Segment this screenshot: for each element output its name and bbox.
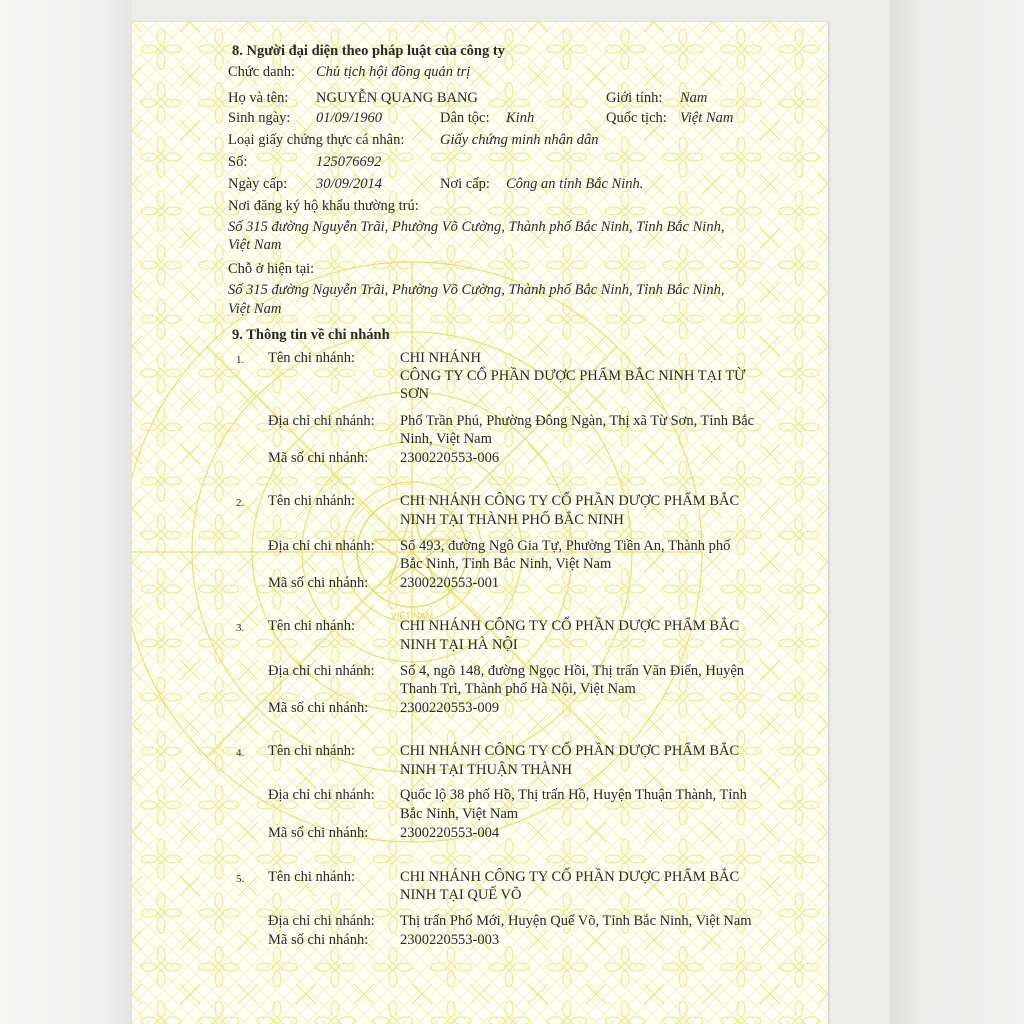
- emblem-text: VIỆT NAM: [390, 611, 434, 621]
- branch-5-code-label: Mã số chi nhánh:: [268, 932, 369, 948]
- name-label: Họ và tên:: [228, 90, 289, 106]
- scan-border-right: [890, 0, 1024, 1024]
- current-address-line-2: Việt Nam: [228, 301, 282, 317]
- branch-4-address-line-1: Quốc lộ 38 phố Hồ, Thị trấn Hồ, Huyện Thuận Thành, Tỉnh: [400, 787, 747, 803]
- branch-2-code: 2300220553-001: [400, 575, 500, 591]
- branch-2-number: 2.: [236, 497, 245, 509]
- branch-3-address-label: Địa chỉ chi nhánh:: [268, 663, 375, 679]
- title-label: Chức danh:: [228, 64, 296, 80]
- branch-5-name-line-2: NINH TẠI QUẾ VÕ: [400, 887, 522, 903]
- ethnic-label: Dân tộc:: [440, 110, 490, 126]
- current-address-label: Chỗ ở hiện tại:: [228, 261, 315, 277]
- branch-1-address-line-2: Ninh, Việt Nam: [400, 431, 492, 447]
- branch-3-number: 3.: [236, 622, 245, 634]
- nationality-value: Việt Nam: [680, 110, 734, 126]
- branch-2-name-line-1: CHI NHÁNH CÔNG TY CỔ PHẦN DƯỢC PHẨM BẮC: [400, 493, 740, 509]
- issue-date-value: 30/09/2014: [316, 176, 383, 192]
- branch-2-address-label: Địa chỉ chi nhánh:: [268, 538, 375, 554]
- branch-1-code-label: Mã số chi nhánh:: [268, 450, 369, 466]
- branch-2-name-line-2: NINH TẠI THÀNH PHỐ BẮC NINH: [400, 512, 624, 528]
- branch-2-address-line-1: Số 493, đường Ngô Gia Tự, Phường Tiền An, Thành phố: [400, 538, 731, 554]
- gender-label: Giới tính:: [606, 90, 663, 106]
- branch-4-name-line-1: CHI NHÁNH CÔNG TY CỔ PHẦN DƯỢC PHẨM BẮC: [400, 743, 740, 759]
- id-number-value: 125076692: [316, 154, 382, 170]
- dob-label: Sinh ngày:: [228, 110, 291, 126]
- branch-1-number: 1.: [236, 354, 245, 366]
- branch-5-name-label: Tên chi nhánh:: [268, 869, 355, 885]
- scan-border-left: [0, 0, 132, 1024]
- title-value: Chủ tịch hội đồng quản trị: [316, 64, 471, 80]
- branch-4-code-label: Mã số chi nhánh:: [268, 825, 369, 841]
- issue-date-label: Ngày cấp:: [228, 176, 288, 192]
- branch-3-name-label: Tên chi nhánh:: [268, 618, 355, 634]
- id-number-label: Số:: [228, 154, 248, 170]
- branch-4-address-line-2: Bắc Ninh, Việt Nam: [400, 806, 519, 822]
- branch-2-code-label: Mã số chi nhánh:: [268, 575, 369, 591]
- permanent-address-line-2: Việt Nam: [228, 237, 282, 253]
- branch-3-code: 2300220553-009: [400, 700, 500, 716]
- branch-3-address-line-1: Số 4, ngõ 148, đường Ngọc Hồi, Thị trấn Văn Điển, Huyện: [400, 663, 745, 679]
- branch-1-name-line-2: CÔNG TY CỔ PHẦN DƯỢC PHẨM BẮC NINH TẠI TỪ: [400, 368, 746, 384]
- document-page: [132, 22, 828, 1024]
- nationality-label: Quốc tịch:: [606, 110, 667, 126]
- branch-1-name-line-3: SƠN: [400, 386, 430, 402]
- section-8-heading: 8. Người đại diện theo pháp luật của công ty: [232, 43, 505, 59]
- id-type-value: Giấy chứng minh nhân dân: [440, 132, 599, 148]
- branch-4-name-label: Tên chi nhánh:: [268, 743, 355, 759]
- branch-3-name-line-2: NINH TẠI HÀ NỘI: [400, 637, 518, 653]
- branch-5-name-line-1: CHI NHÁNH CÔNG TY CỔ PHẦN DƯỢC PHẨM BẮC: [400, 869, 740, 885]
- current-address-line-1: Số 315 đường Nguyễn Trãi, Phường Võ Cường, Thành phố Bắc Ninh, Tỉnh Bắc Ninh,: [228, 282, 725, 298]
- branch-2-address-line-2: Bắc Ninh, Tỉnh Bắc Ninh, Việt Nam: [400, 556, 612, 572]
- branch-1-code: 2300220553-006: [400, 450, 500, 466]
- ethnic-value: Kinh: [506, 110, 535, 126]
- dob-value: 01/09/1960: [316, 110, 383, 126]
- issue-place-value: Công an tỉnh Bắc Ninh.: [506, 176, 644, 192]
- branch-1-address-line-1: Phố Trần Phú, Phường Đông Ngàn, Thị xã Từ Sơn, Tỉnh Bắc: [400, 413, 755, 429]
- permanent-address-line-1: Số 315 đường Nguyễn Trãi, Phường Võ Cường, Thành phố Bắc Ninh, Tỉnh Bắc Ninh,: [228, 219, 725, 235]
- branch-3-name-line-1: CHI NHÁNH CÔNG TY CỔ PHẦN DƯỢC PHẨM BẮC: [400, 618, 740, 634]
- name-value: NGUYỄN QUANG BANG: [316, 90, 478, 106]
- branch-1-name-label: Tên chi nhánh:: [268, 350, 355, 366]
- branch-1-address-label: Địa chỉ chi nhánh:: [268, 413, 375, 429]
- branch-2-name-label: Tên chi nhánh:: [268, 493, 355, 509]
- branch-5-code: 2300220553-003: [400, 932, 500, 948]
- id-type-label: Loại giấy chứng thực cá nhân:: [228, 132, 405, 148]
- branch-4-name-line-2: NINH TẠI THUẬN THÀNH: [400, 762, 572, 778]
- permanent-address-label: Nơi đăng ký hộ khẩu thường trú:: [228, 198, 419, 214]
- branch-3-code-label: Mã số chi nhánh:: [268, 700, 369, 716]
- branch-1-name-line-1: CHI NHÁNH: [400, 350, 481, 366]
- branch-5-address-label: Địa chỉ chi nhánh:: [268, 913, 375, 929]
- branch-5-address-line-1: Thị trấn Phố Mới, Huyện Quế Võ, Tỉnh Bắc Ninh, Việt Nam: [400, 913, 752, 929]
- gender-value: Nam: [680, 90, 708, 106]
- section-9-heading: 9. Thông tin về chi nhánh: [232, 327, 390, 343]
- branch-5-number: 5.: [236, 873, 245, 885]
- issue-place-label: Nơi cấp:: [440, 176, 490, 192]
- branch-3-address-line-2: Thanh Trì, Thành phố Hà Nội, Việt Nam: [400, 681, 636, 697]
- branch-4-number: 4.: [236, 747, 245, 759]
- branch-4-address-label: Địa chỉ chi nhánh:: [268, 787, 375, 803]
- branch-4-code: 2300220553-004: [400, 825, 500, 841]
